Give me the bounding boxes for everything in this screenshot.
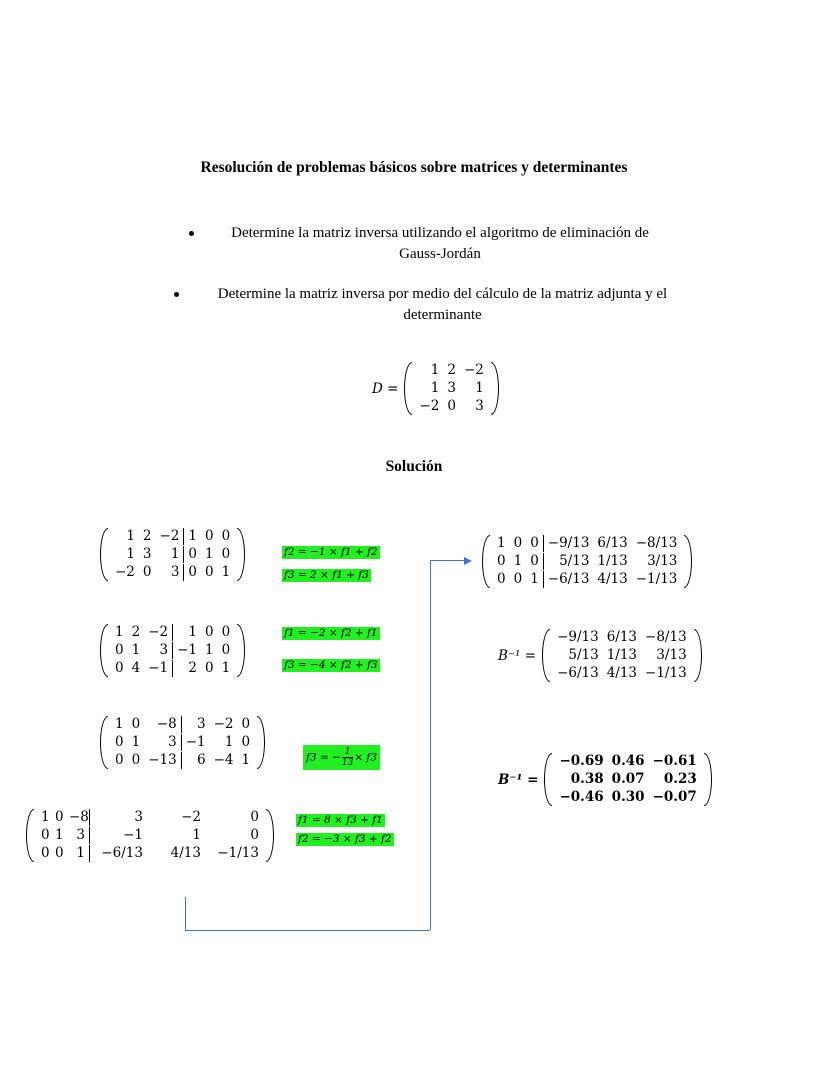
step4-op-1: f1 = 8 × f3 + f1 [298, 814, 383, 826]
matrix-cell: −8 [69, 809, 89, 825]
result-augmented-matrix [482, 535, 692, 588]
matrix-cell: 1 [221, 564, 231, 580]
matrix-d [372, 362, 499, 415]
step2-op-2: f3 = −4 × f2 + f3 [284, 659, 378, 671]
matrix-cell: −9/13 [557, 629, 599, 645]
matrix-cell: −8 [156, 716, 177, 732]
matrix-cell: 0 [41, 845, 50, 861]
inverse-fraction-label: B⁻¹ = [498, 647, 537, 664]
matrix-cell: 2 [131, 624, 141, 640]
matrix-cell: 0 [205, 528, 214, 544]
matrix-cell: −4 [213, 752, 234, 768]
inverse-fraction-matrix [498, 629, 702, 682]
matrix-d-label: D = [372, 380, 399, 397]
matrix-cell: −2 [213, 716, 234, 732]
matrix-cell: 1 [530, 571, 539, 587]
matrix-cell: −1 [181, 734, 210, 751]
matrix-cell: −6/13 [557, 665, 599, 681]
matrix-cell: 4/13 [597, 571, 628, 587]
bullet-2-line2: determinante [403, 307, 482, 323]
matrix-cell: 0.46 [611, 753, 645, 769]
matrix-cell: −2 [148, 624, 169, 640]
inverse-decimal-grid [552, 753, 703, 806]
matrix-cell: 1 [41, 809, 50, 825]
matrix-cell: 0 [241, 716, 251, 732]
matrix-cell: 0 [142, 564, 152, 580]
step2-op-1: f1 = −2 × f2 + f1 [284, 627, 378, 639]
right-paren-icon [237, 528, 245, 581]
matrix-cell: 1 [205, 546, 214, 562]
matrix-cell: −0.69 [559, 753, 604, 769]
matrix-cell: −2 [181, 809, 201, 825]
matrix-cell: 0.07 [611, 771, 645, 787]
matrix-cell: 3 [89, 809, 147, 826]
right-paren-icon [694, 629, 702, 682]
matrix-cell: 0 [530, 535, 539, 551]
matrix-cell: −2 [115, 564, 135, 580]
matrix-cell: 3 [168, 734, 177, 750]
step3-op [303, 745, 380, 770]
matrix-cell: 0 [115, 642, 124, 658]
matrix-cell: 1 [170, 546, 180, 562]
matrix-cell: 1 [115, 624, 124, 640]
matrix-cell: −1 [172, 642, 201, 659]
matrix-cell: −1 [89, 827, 147, 844]
step3-op-prefix: f3 = − [306, 751, 341, 764]
matrix-cell: −8/13 [635, 535, 678, 551]
matrix-cell: 1/13 [606, 647, 638, 663]
step4-grid [34, 809, 266, 862]
step3-op-num: 1 [342, 747, 353, 758]
matrix-cell: 0 [250, 827, 259, 843]
matrix-cell: 0 [115, 734, 124, 750]
matrix-cell: 1 [205, 642, 214, 658]
matrix-cell: 0 [183, 564, 201, 581]
matrix-cell: 2 [142, 528, 152, 544]
step1-op-1: f2 = −1 × f1 + f2 [284, 546, 378, 558]
matrix-cell: 5/13 [543, 553, 594, 570]
matrix-cell: −6/13 [89, 845, 147, 862]
matrix-cell: −2 [159, 528, 180, 544]
step4-matrix [26, 809, 274, 862]
matrix-cell: 0 [115, 752, 124, 768]
left-paren-icon [100, 624, 108, 677]
matrix-cell: 0 [41, 827, 50, 843]
matrix-cell: 1 [497, 535, 506, 551]
matrix-cell: 0 [131, 716, 141, 732]
matrix-cell: 1 [126, 546, 135, 562]
connector-line-top [430, 560, 466, 561]
matrix-cell: −1/13 [645, 665, 687, 681]
matrix-cell: −6/13 [543, 571, 594, 588]
left-paren-icon [100, 716, 108, 769]
page-title: Resolución de problemas básicos sobre matrices y determinantes [200, 159, 628, 176]
matrix-cell: 0 [221, 642, 231, 658]
left-paren-icon [542, 629, 550, 682]
result-augmented-grid [490, 535, 684, 588]
matrix-cell: 6/13 [606, 629, 638, 645]
inverse-decimal-matrix [498, 753, 712, 806]
connector-line-right [430, 560, 431, 930]
matrix-cell: 0 [221, 528, 231, 544]
matrix-cell: −0.07 [652, 789, 697, 805]
matrix-cell: 1 [224, 734, 234, 750]
matrix-cell: 1 [241, 752, 251, 768]
step3-grid [108, 716, 257, 769]
matrix-cell: 3 [159, 642, 169, 658]
matrix-cell: 3 [447, 380, 456, 396]
connector-line-left [185, 897, 186, 930]
step3-op-suffix: × f3 [354, 751, 377, 764]
matrix-cell: 0.38 [570, 771, 604, 787]
matrix-cell: 3 [475, 398, 484, 414]
step3-op-fraction [342, 747, 353, 768]
matrix-cell: 0 [241, 734, 251, 750]
matrix-cell: 6 [181, 752, 210, 769]
matrix-cell: 6/13 [597, 535, 628, 551]
step1-op-2: f3 = 2 × f1 + f3 [284, 569, 369, 581]
matrix-cell: 1 [513, 553, 523, 569]
matrix-cell: 0 [497, 571, 506, 587]
matrix-cell: −1/13 [217, 845, 259, 861]
matrix-cell: −0.46 [559, 789, 604, 805]
bullet-item-2 [190, 284, 695, 326]
matrix-cell: 4/13 [606, 665, 638, 681]
right-paren-icon [237, 624, 245, 677]
left-paren-icon [482, 535, 490, 588]
right-paren-icon [491, 362, 499, 415]
matrix-cell: 1/13 [597, 553, 628, 569]
matrix-cell: 3/13 [656, 647, 687, 663]
matrix-cell: 1 [115, 716, 124, 732]
left-paren-icon [26, 809, 34, 862]
matrix-cell: 4/13 [170, 845, 201, 861]
right-paren-icon [704, 753, 712, 806]
matrix-cell: 1 [430, 362, 440, 378]
bullet-2-line1: Determine la matriz inversa por medio del cálculo de la matriz adjunta y el [217, 286, 668, 302]
matrix-cell: 0 [115, 660, 124, 676]
matrix-cell: 1 [131, 642, 141, 658]
matrix-cell: 1 [172, 624, 201, 641]
matrix-cell: 1 [131, 734, 141, 750]
solution-heading: Solución [385, 458, 443, 475]
matrix-d-grid [412, 362, 490, 415]
step2-matrix [100, 624, 245, 677]
matrix-cell: 0 [513, 535, 523, 551]
bullet-dot-icon [189, 231, 194, 236]
matrix-cell: −9/13 [543, 535, 594, 552]
step1-matrix [100, 528, 245, 581]
matrix-cell: −13 [148, 752, 177, 768]
matrix-cell: −2 [419, 398, 440, 414]
connector-line-bottom [185, 930, 430, 931]
matrix-cell: 0 [55, 809, 64, 825]
matrix-cell: 1 [221, 660, 231, 676]
matrix-cell: 0 [55, 845, 64, 861]
inverse-decimal-label: B⁻¹ = [498, 771, 539, 788]
matrix-cell: 0 [513, 571, 523, 587]
matrix-cell: 0.23 [663, 771, 697, 787]
matrix-cell: −1/13 [635, 571, 678, 587]
step2-grid [108, 624, 237, 677]
matrix-cell: 3 [181, 716, 210, 733]
bullet-1-line1: Determine la matriz inversa utilizando el algoritmo de eliminación de [231, 225, 649, 241]
inverse-fraction-grid [550, 629, 694, 682]
step3-matrix [100, 716, 265, 769]
matrix-cell: 1 [126, 528, 135, 544]
matrix-cell: 0 [183, 546, 201, 563]
matrix-cell: 0 [205, 564, 214, 580]
left-paren-icon [544, 753, 552, 806]
matrix-cell: 2 [172, 660, 201, 677]
arrow-right-icon [464, 557, 472, 565]
matrix-cell: −0.61 [652, 753, 697, 769]
matrix-cell: −2 [463, 362, 484, 378]
left-paren-icon [404, 362, 412, 415]
matrix-cell: 1 [475, 380, 484, 396]
matrix-cell: 1 [192, 827, 201, 843]
bullet-item-1 [205, 223, 675, 265]
matrix-cell: 0 [530, 553, 539, 569]
matrix-cell: 3 [170, 564, 180, 580]
step4-op-2: f2 = −3 × f3 + f2 [298, 833, 392, 845]
matrix-cell: 4 [131, 660, 141, 676]
matrix-cell: 0 [205, 660, 214, 676]
matrix-cell: 0.30 [611, 789, 645, 805]
matrix-cell: 0 [497, 553, 506, 569]
left-paren-icon [100, 528, 108, 581]
matrix-cell: 0 [131, 752, 141, 768]
bullet-dot-icon [174, 292, 179, 297]
matrix-cell: 0 [205, 624, 214, 640]
matrix-cell: −1 [148, 660, 169, 676]
matrix-cell: 0 [221, 624, 231, 640]
right-paren-icon [684, 535, 692, 588]
right-paren-icon [257, 716, 265, 769]
matrix-cell: 1 [76, 845, 85, 861]
matrix-cell: 0 [250, 809, 259, 825]
matrix-cell: 1 [55, 827, 64, 843]
matrix-cell: 0 [221, 546, 231, 562]
matrix-cell: 2 [447, 362, 456, 378]
right-paren-icon [266, 809, 274, 862]
matrix-cell: 0 [447, 398, 456, 414]
matrix-cell: 3/13 [647, 553, 678, 569]
bullet-1-line2: Gauss-Jordán [399, 246, 481, 262]
step3-op-den: 13 [341, 758, 354, 768]
step1-grid [108, 528, 237, 581]
matrix-cell: 5/13 [568, 647, 599, 663]
matrix-cell: 1 [183, 528, 201, 545]
matrix-cell: 3 [76, 827, 85, 843]
matrix-cell: −8/13 [645, 629, 687, 645]
matrix-cell: 3 [142, 546, 152, 562]
matrix-cell: 1 [430, 380, 440, 396]
